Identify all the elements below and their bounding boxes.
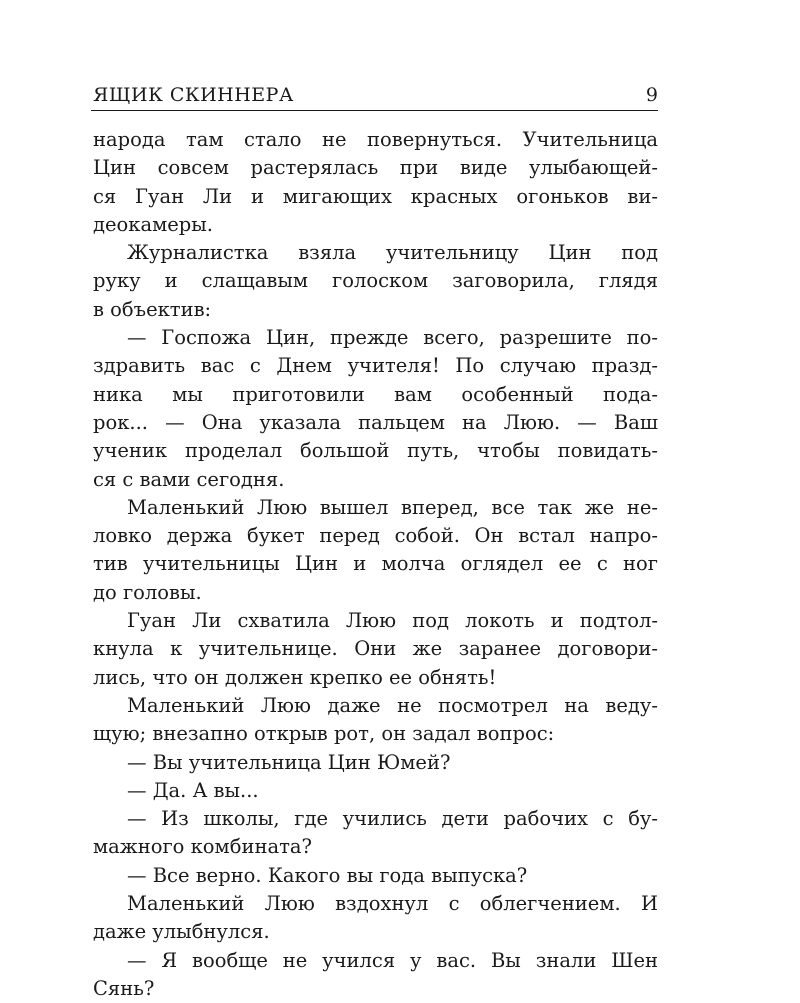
text-line: Маленький Люю вздохнул с облегчением. И xyxy=(127,892,658,916)
text-line: — Из школы, где учились дети рабочих с бу- xyxy=(127,807,658,831)
text-line: в объектив: xyxy=(93,297,212,321)
running-head xyxy=(93,84,658,110)
header-rule xyxy=(91,110,658,111)
text-line: народа там стало не повернуться. Учительница xyxy=(93,128,658,151)
text-line: — Да. А вы... xyxy=(127,778,259,802)
page-number: 9 xyxy=(645,84,658,106)
text-line: Гуан Ли схватила Люю под локоть и подтол- xyxy=(127,609,658,633)
text-line: щую; внезапно открыв рот, он задал вопрос: xyxy=(93,722,555,746)
text-line: руку и слащавым голоском заговорила, глядя xyxy=(93,269,658,293)
text-line: мажного комбината? xyxy=(93,835,312,859)
text-line: — Я вообще не учился у вас. Вы знали Шен xyxy=(127,948,658,972)
text-line: Цин совсем растерялась при виде улыбающей- xyxy=(93,156,658,180)
text-line: ника мы приготовили вам особенный пода- xyxy=(93,382,658,406)
text-line: рок... — Она указала пальцем на Люю. — Ваш xyxy=(93,410,658,434)
text-line: лись, что он должен крепко ее обнять! xyxy=(93,665,497,689)
text-line: ся с вами сегодня. xyxy=(93,467,285,491)
text-line: — Вы учительница Цин Юмей? xyxy=(127,750,451,774)
text-line: до головы. xyxy=(93,580,202,604)
text-line: кнула к учительнице. Они же заранее договори- xyxy=(93,637,658,661)
text-line: ученик проделал большой путь, чтобы повидать- xyxy=(93,439,658,463)
body-text xyxy=(93,126,658,1003)
text-line: здравить вас с Днем учителя! По случаю празд- xyxy=(93,354,658,378)
text-line: Маленький Люю даже не посмотрел на веду- xyxy=(127,693,658,717)
text-line: деокамеры. xyxy=(93,212,214,236)
text-line: тив учительницы Цин и молча оглядел ее с ног xyxy=(93,552,658,576)
text-line: Маленький Люю вышел вперед, все так же не- xyxy=(127,495,658,519)
text-line: ловко держа букет перед собой. Он встал напро- xyxy=(93,524,658,548)
running-title: ЯЩИК СКИННЕРА xyxy=(93,84,294,106)
text-line: — Все верно. Какого вы года выпуска? xyxy=(127,863,528,887)
text-line: ся Гуан Ли и мигающих красных огоньков ви- xyxy=(93,184,658,208)
text-line: даже улыбнулся. xyxy=(93,920,270,944)
text-line: Журналистка взяла учительницу Цин под xyxy=(127,241,658,265)
text-line: — Госпожа Цин, прежде всего, разрешите по- xyxy=(127,326,658,350)
text-line: Сянь? xyxy=(93,976,155,1000)
